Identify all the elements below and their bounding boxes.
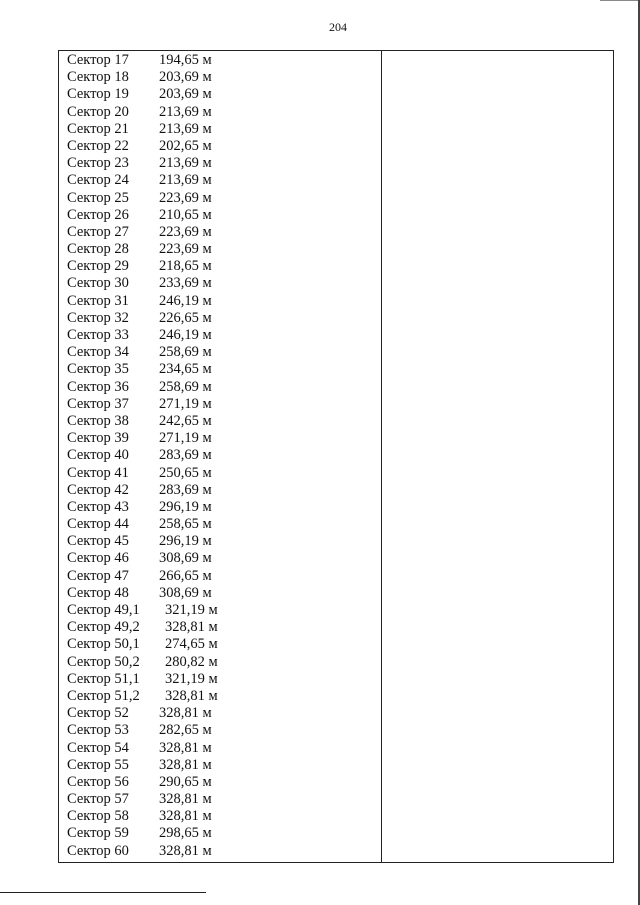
sector-label: Сектор 22: [67, 137, 129, 154]
sector-value: 321,19 м: [165, 602, 218, 618]
sector-label: Сектор 49,1: [67, 602, 140, 618]
sector-label: Сектор 26: [67, 206, 129, 223]
sector-label: Сектор 36: [67, 378, 129, 395]
empty-right-column: [382, 51, 613, 862]
sector-label: Сектор 44: [67, 516, 129, 533]
table-row: [59, 224, 381, 241]
table-row: [59, 533, 381, 550]
sector-value: 234,65 м: [159, 361, 212, 378]
table-row: [59, 705, 381, 722]
sector-value: 328,81 м: [159, 739, 212, 756]
table-row: [59, 550, 381, 567]
sector-label: Сектор 55: [67, 756, 129, 773]
sector-value: 296,19 м: [159, 498, 212, 515]
sector-value: 271,19 м: [159, 395, 212, 412]
sector-value: 210,65 м: [159, 206, 212, 223]
sector-value: 242,65 м: [159, 412, 212, 429]
sector-label: Сектор 58: [67, 808, 129, 825]
sector-table: [58, 50, 614, 863]
sector-value: 328,81 м: [159, 808, 212, 825]
table-row: [59, 619, 381, 636]
table-row: [59, 104, 381, 121]
sector-label: Сектор 54: [67, 739, 129, 756]
sector-value: 328,81 м: [159, 705, 212, 722]
sector-value: 266,65 м: [159, 567, 212, 584]
table-row: [59, 207, 381, 224]
table-row: [59, 825, 381, 842]
table-row: [59, 138, 381, 155]
sector-value: 258,69 м: [159, 344, 212, 361]
table-row: [59, 327, 381, 344]
table-row: [59, 499, 381, 516]
table-row: [59, 396, 381, 413]
table-row: [59, 465, 381, 482]
sector-label: Сектор 45: [67, 533, 129, 550]
sector-value: 308,69 м: [159, 550, 212, 567]
sector-label: Сектор 32: [67, 309, 129, 326]
sector-label: Сектор 43: [67, 498, 129, 515]
sector-label: Сектор 33: [67, 327, 129, 343]
sector-value: 223,69 м: [159, 189, 212, 206]
table-row: [59, 379, 381, 396]
table-row: [59, 52, 381, 69]
sector-value: 250,65 м: [159, 464, 212, 481]
sector-label: Сектор 60: [67, 842, 129, 859]
table-row: [59, 568, 381, 585]
table-row: [59, 602, 381, 619]
sector-value: 296,19 м: [159, 533, 212, 550]
sector-value: 328,81 м: [159, 756, 212, 773]
sector-label: Сектор 41: [67, 464, 129, 481]
table-row: [59, 293, 381, 310]
table-row: [59, 310, 381, 327]
sector-label: Сектор 31: [67, 292, 129, 309]
sector-value: 213,69 м: [159, 120, 212, 137]
sector-value: 223,69 м: [159, 241, 212, 258]
table-row: [59, 258, 381, 275]
table-row: [59, 516, 381, 533]
sector-label: Сектор 37: [67, 395, 129, 412]
sector-label: Сектор 59: [67, 825, 129, 842]
sector-value: 202,65 м: [159, 137, 212, 154]
sector-label: Сектор 48: [67, 584, 129, 601]
table-row: [59, 69, 381, 86]
sector-value: 321,19 м: [165, 670, 218, 687]
sector-label: Сектор 53: [67, 722, 129, 739]
table-row: [59, 688, 381, 705]
table-row: [59, 774, 381, 791]
sector-label: Сектор 56: [67, 773, 129, 790]
table-row: [59, 447, 381, 464]
sector-label: Сектор 28: [67, 241, 129, 258]
sector-value: 246,19 м: [159, 327, 212, 343]
table-row: [59, 344, 381, 361]
sector-value: 246,19 м: [159, 292, 212, 309]
sector-label: Сектор 19: [67, 86, 129, 103]
sector-value: 213,69 м: [159, 172, 212, 189]
sector-label: Сектор 51,2: [67, 687, 140, 704]
sector-value: 298,65 м: [159, 825, 212, 842]
sector-list-column: [59, 51, 382, 862]
sector-label: Сектор 23: [67, 155, 129, 172]
sector-label: Сектор 18: [67, 69, 129, 86]
sector-label: Сектор 40: [67, 447, 129, 464]
sector-value: 274,65 м: [165, 636, 218, 653]
table-row: [59, 843, 381, 860]
sector-value: 328,81 м: [165, 619, 218, 636]
sector-value: 308,69 м: [159, 584, 212, 601]
sector-label: Сектор 25: [67, 189, 129, 206]
sector-value: 223,69 м: [159, 223, 212, 240]
table-row: [59, 636, 381, 653]
table-row: [59, 413, 381, 430]
sector-value: 258,65 м: [159, 516, 212, 533]
table-row: [59, 654, 381, 671]
sector-label: Сектор 30: [67, 275, 129, 292]
sector-value: 280,82 м: [165, 653, 218, 670]
sector-label: Сектор 57: [67, 791, 129, 808]
sector-label: Сектор 17: [67, 52, 129, 68]
table-row: [59, 791, 381, 808]
table-row: [59, 757, 381, 774]
sector-label: Сектор 21: [67, 120, 129, 137]
sector-label: Сектор 49,2: [67, 619, 140, 636]
sector-label: Сектор 51,1: [67, 670, 140, 687]
sector-label: Сектор 46: [67, 550, 129, 567]
table-row: [59, 275, 381, 292]
sector-label: Сектор 47: [67, 567, 129, 584]
sector-value: 283,69 м: [159, 481, 212, 498]
sector-value: 271,19 м: [159, 430, 212, 447]
table-row: [59, 172, 381, 189]
table-row: [59, 722, 381, 739]
sector-label: Сектор 24: [67, 172, 129, 189]
sector-value: 218,65 м: [159, 258, 212, 275]
sector-label: Сектор 27: [67, 223, 129, 240]
sector-label: Сектор 29: [67, 258, 129, 275]
table-row: [59, 361, 381, 378]
sector-value: 213,69 м: [159, 155, 212, 172]
sector-label: Сектор 50,1: [67, 636, 140, 653]
table-row: [59, 121, 381, 138]
sector-label: Сектор 42: [67, 481, 129, 498]
sector-value: 213,69 м: [159, 103, 212, 120]
sector-value: 328,81 м: [159, 842, 212, 859]
sector-label: Сектор 39: [67, 430, 129, 447]
sector-value: 290,65 м: [159, 773, 212, 790]
footnote-rule: [0, 892, 206, 893]
sector-value: 328,81 м: [159, 791, 212, 808]
sector-label: Сектор 20: [67, 103, 129, 120]
sector-value: 258,69 м: [159, 378, 212, 395]
scan-edge-top: [600, 0, 640, 1]
sector-value: 203,69 м: [159, 69, 212, 86]
table-row: [59, 808, 381, 825]
table-row: [59, 740, 381, 757]
page-number: 204: [329, 20, 347, 34]
sector-value: 328,81 м: [165, 687, 218, 704]
table-row: [59, 86, 381, 103]
table-row: [59, 430, 381, 447]
sector-value: 282,65 м: [159, 722, 212, 739]
sector-value: 203,69 м: [159, 86, 212, 103]
table-row: [59, 190, 381, 207]
sector-label: Сектор 35: [67, 361, 129, 378]
table-row: [59, 671, 381, 688]
sector-value: 283,69 м: [159, 447, 212, 464]
table-row: [59, 482, 381, 499]
sector-value: 226,65 м: [159, 309, 212, 326]
sector-value: 194,65 м: [159, 52, 212, 68]
table-row: [59, 155, 381, 172]
sector-label: Сектор 34: [67, 344, 129, 361]
sector-label: Сектор 50,2: [67, 653, 140, 670]
table-row: [59, 585, 381, 602]
table-row: [59, 241, 381, 258]
sector-label: Сектор 38: [67, 412, 129, 429]
sector-value: 233,69 м: [159, 275, 212, 292]
sector-label: Сектор 52: [67, 705, 129, 722]
